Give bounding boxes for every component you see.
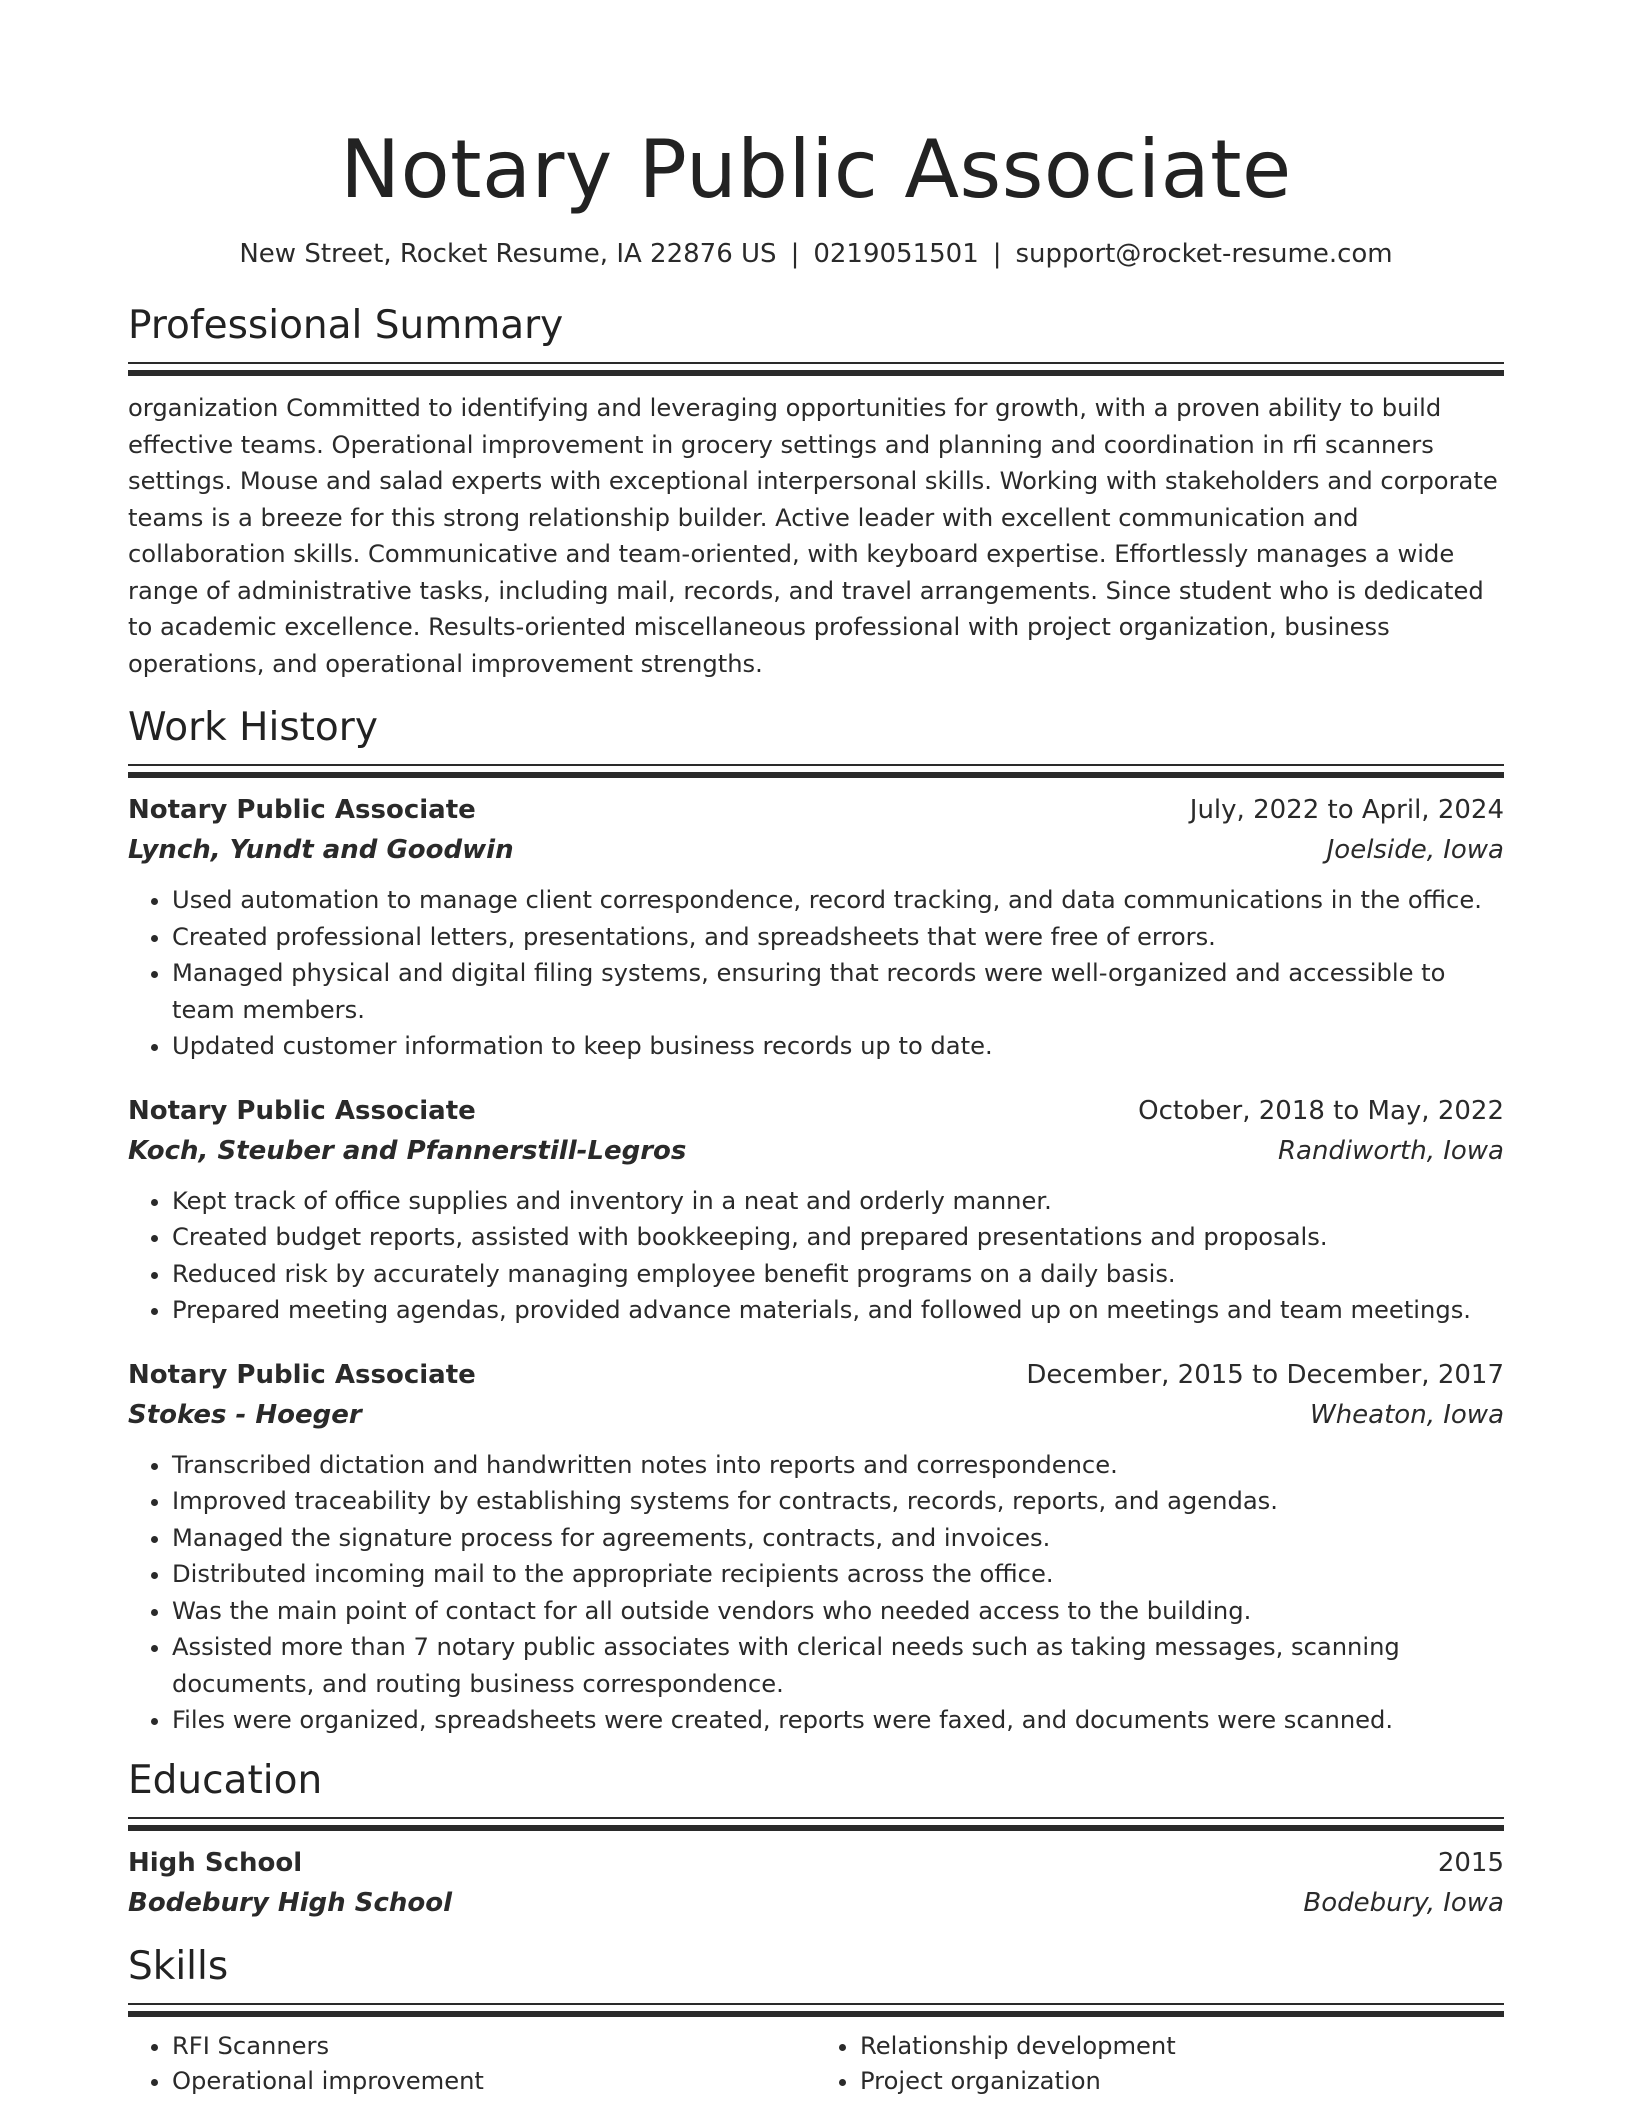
list-item: • Reduced risk by accurately managing employee benefit programs on a daily basis. [172, 1256, 1504, 1293]
contact-line [128, 238, 1504, 270]
job-title: Notary Public Associate [128, 1095, 476, 1126]
job-title: Notary Public Associate [128, 795, 476, 825]
resume-page [128, 0, 1504, 2099]
job-bullets [128, 1183, 1504, 1329]
list-item: • Created professional letters, presentations, and spreadsheets that were free of errors. [172, 919, 1504, 956]
job-company: Lynch, Yundt and Goodwin [128, 835, 514, 865]
list-item: • Files were organized, spreadsheets were created, reports were faxed, and documents were scanned. [172, 1702, 1504, 1739]
job-entry [128, 1091, 1504, 1329]
list-item: • Kept track of office supplies and inventory in a neat and orderly manner. [172, 1183, 1504, 1220]
list-item: • Distributed incoming mail to the appropriate recipients across the office. [172, 1556, 1504, 1593]
list-item: • Used automation to manage client correspondence, record tracking, and data communications in the office. [172, 882, 1504, 919]
resume-name: Notary Public Associate [340, 123, 1292, 216]
job-location: Randiworth, Iowa [1277, 1135, 1504, 1166]
education-school: Bodebury High School [128, 1887, 452, 1918]
section-divider [128, 764, 1504, 778]
job-entry [128, 1355, 1504, 1739]
contact-email: support@rocket-resume.com [1015, 239, 1393, 269]
summary-text: organization Committed to identifying and leveraging opportunities for growth, with a proven ability to build effective teams. Operational improvement in grocery settings and planning and coordination in rfi scanners settings. Mouse and salad experts with exceptional interpersonal skills. Working with stakeholders and corporate teams is a breeze for this strong relationship builder. Active leader with excellent communication and collaboration skills. Communicative and team-oriented, with keyboard expertise. Effortlessly manages a wide range of administrative tasks, including mail, records, and travel arrangements. Since student who is dedicated to academic excellence. Results-oriented miscellaneous professional with project organization, business operations, and operational improvement strengths. [128, 394, 1498, 678]
list-item: • Project organization [860, 2064, 1504, 2099]
list-item: • Assisted more than 7 notary public associates with clerical needs such as taking messages, scanning documents, and routing business correspondence. [172, 1629, 1504, 1702]
job-company: Koch, Steuber and Pfannerstill-Legros [128, 1135, 687, 1166]
list-item: • Transcribed dictation and handwritten notes into reports and correspondence. [172, 1447, 1504, 1484]
job-location: Joelside, Iowa [1326, 835, 1504, 865]
list-item: • Was the main point of contact for all outside vendors who needed access to the building. [172, 1593, 1504, 1630]
list-item: • Managed physical and digital filing systems, ensuring that records were well-organized and accessible to team members. [172, 955, 1504, 1028]
contact-address: New Street, Rocket Resume, IA 22876 US [239, 239, 777, 269]
education-entry [128, 1843, 1504, 1923]
section-title-skills: Skills [128, 1943, 229, 1989]
job-entry [128, 790, 1504, 1065]
list-item: • Relationship development [860, 2029, 1504, 2064]
list-item: • Managed the signature process for agreements, contracts, and invoices. [172, 1520, 1504, 1557]
skills-columns [128, 2017, 1504, 2099]
skills-list-right [816, 2029, 1504, 2099]
list-item: • RFI Scanners [172, 2029, 816, 2064]
section-divider [128, 1817, 1504, 1831]
list-item: • Created budget reports, assisted with bookkeeping, and prepared presentations and proposals. [172, 1219, 1504, 1256]
summary-section [128, 302, 1504, 682]
education-section [128, 1757, 1504, 1923]
job-dates: December, 2015 to December, 2017 [1026, 1359, 1504, 1390]
section-divider [128, 2003, 1504, 2017]
section-title-summary: Professional Summary [128, 303, 564, 348]
list-item: • Updated customer information to keep business records up to date. [172, 1028, 1504, 1065]
contact-separator: | [790, 239, 800, 269]
section-title-education: Education [128, 1757, 323, 1803]
work-section [128, 704, 1504, 1739]
job-title: Notary Public Associate [128, 1359, 476, 1390]
list-item: • Operational improvement [172, 2064, 816, 2099]
section-title-work: Work History [128, 705, 378, 750]
contact-separator: | [992, 239, 1002, 269]
list-item: • Improved traceability by establishing systems for contracts, records, reports, and agendas. [172, 1483, 1504, 1520]
section-divider [128, 362, 1504, 376]
education-location: Bodebury, Iowa [1303, 1887, 1504, 1918]
job-bullets [128, 882, 1504, 1065]
education-year: 2015 [1437, 1847, 1504, 1878]
job-dates: July, 2022 to April, 2024 [1189, 795, 1504, 825]
job-company: Stokes - Hoeger [128, 1399, 362, 1430]
skills-list-left [128, 2029, 816, 2099]
list-item: • Prepared meeting agendas, provided advance materials, and followed up on meetings and team meetings. [172, 1292, 1504, 1329]
job-bullets [128, 1447, 1504, 1739]
job-dates: October, 2018 to May, 2022 [1138, 1095, 1504, 1126]
job-location: Wheaton, Iowa [1310, 1399, 1504, 1430]
education-degree: High School [128, 1847, 303, 1878]
contact-phone: 0219051501 [813, 239, 979, 269]
skills-section [128, 1943, 1504, 2099]
